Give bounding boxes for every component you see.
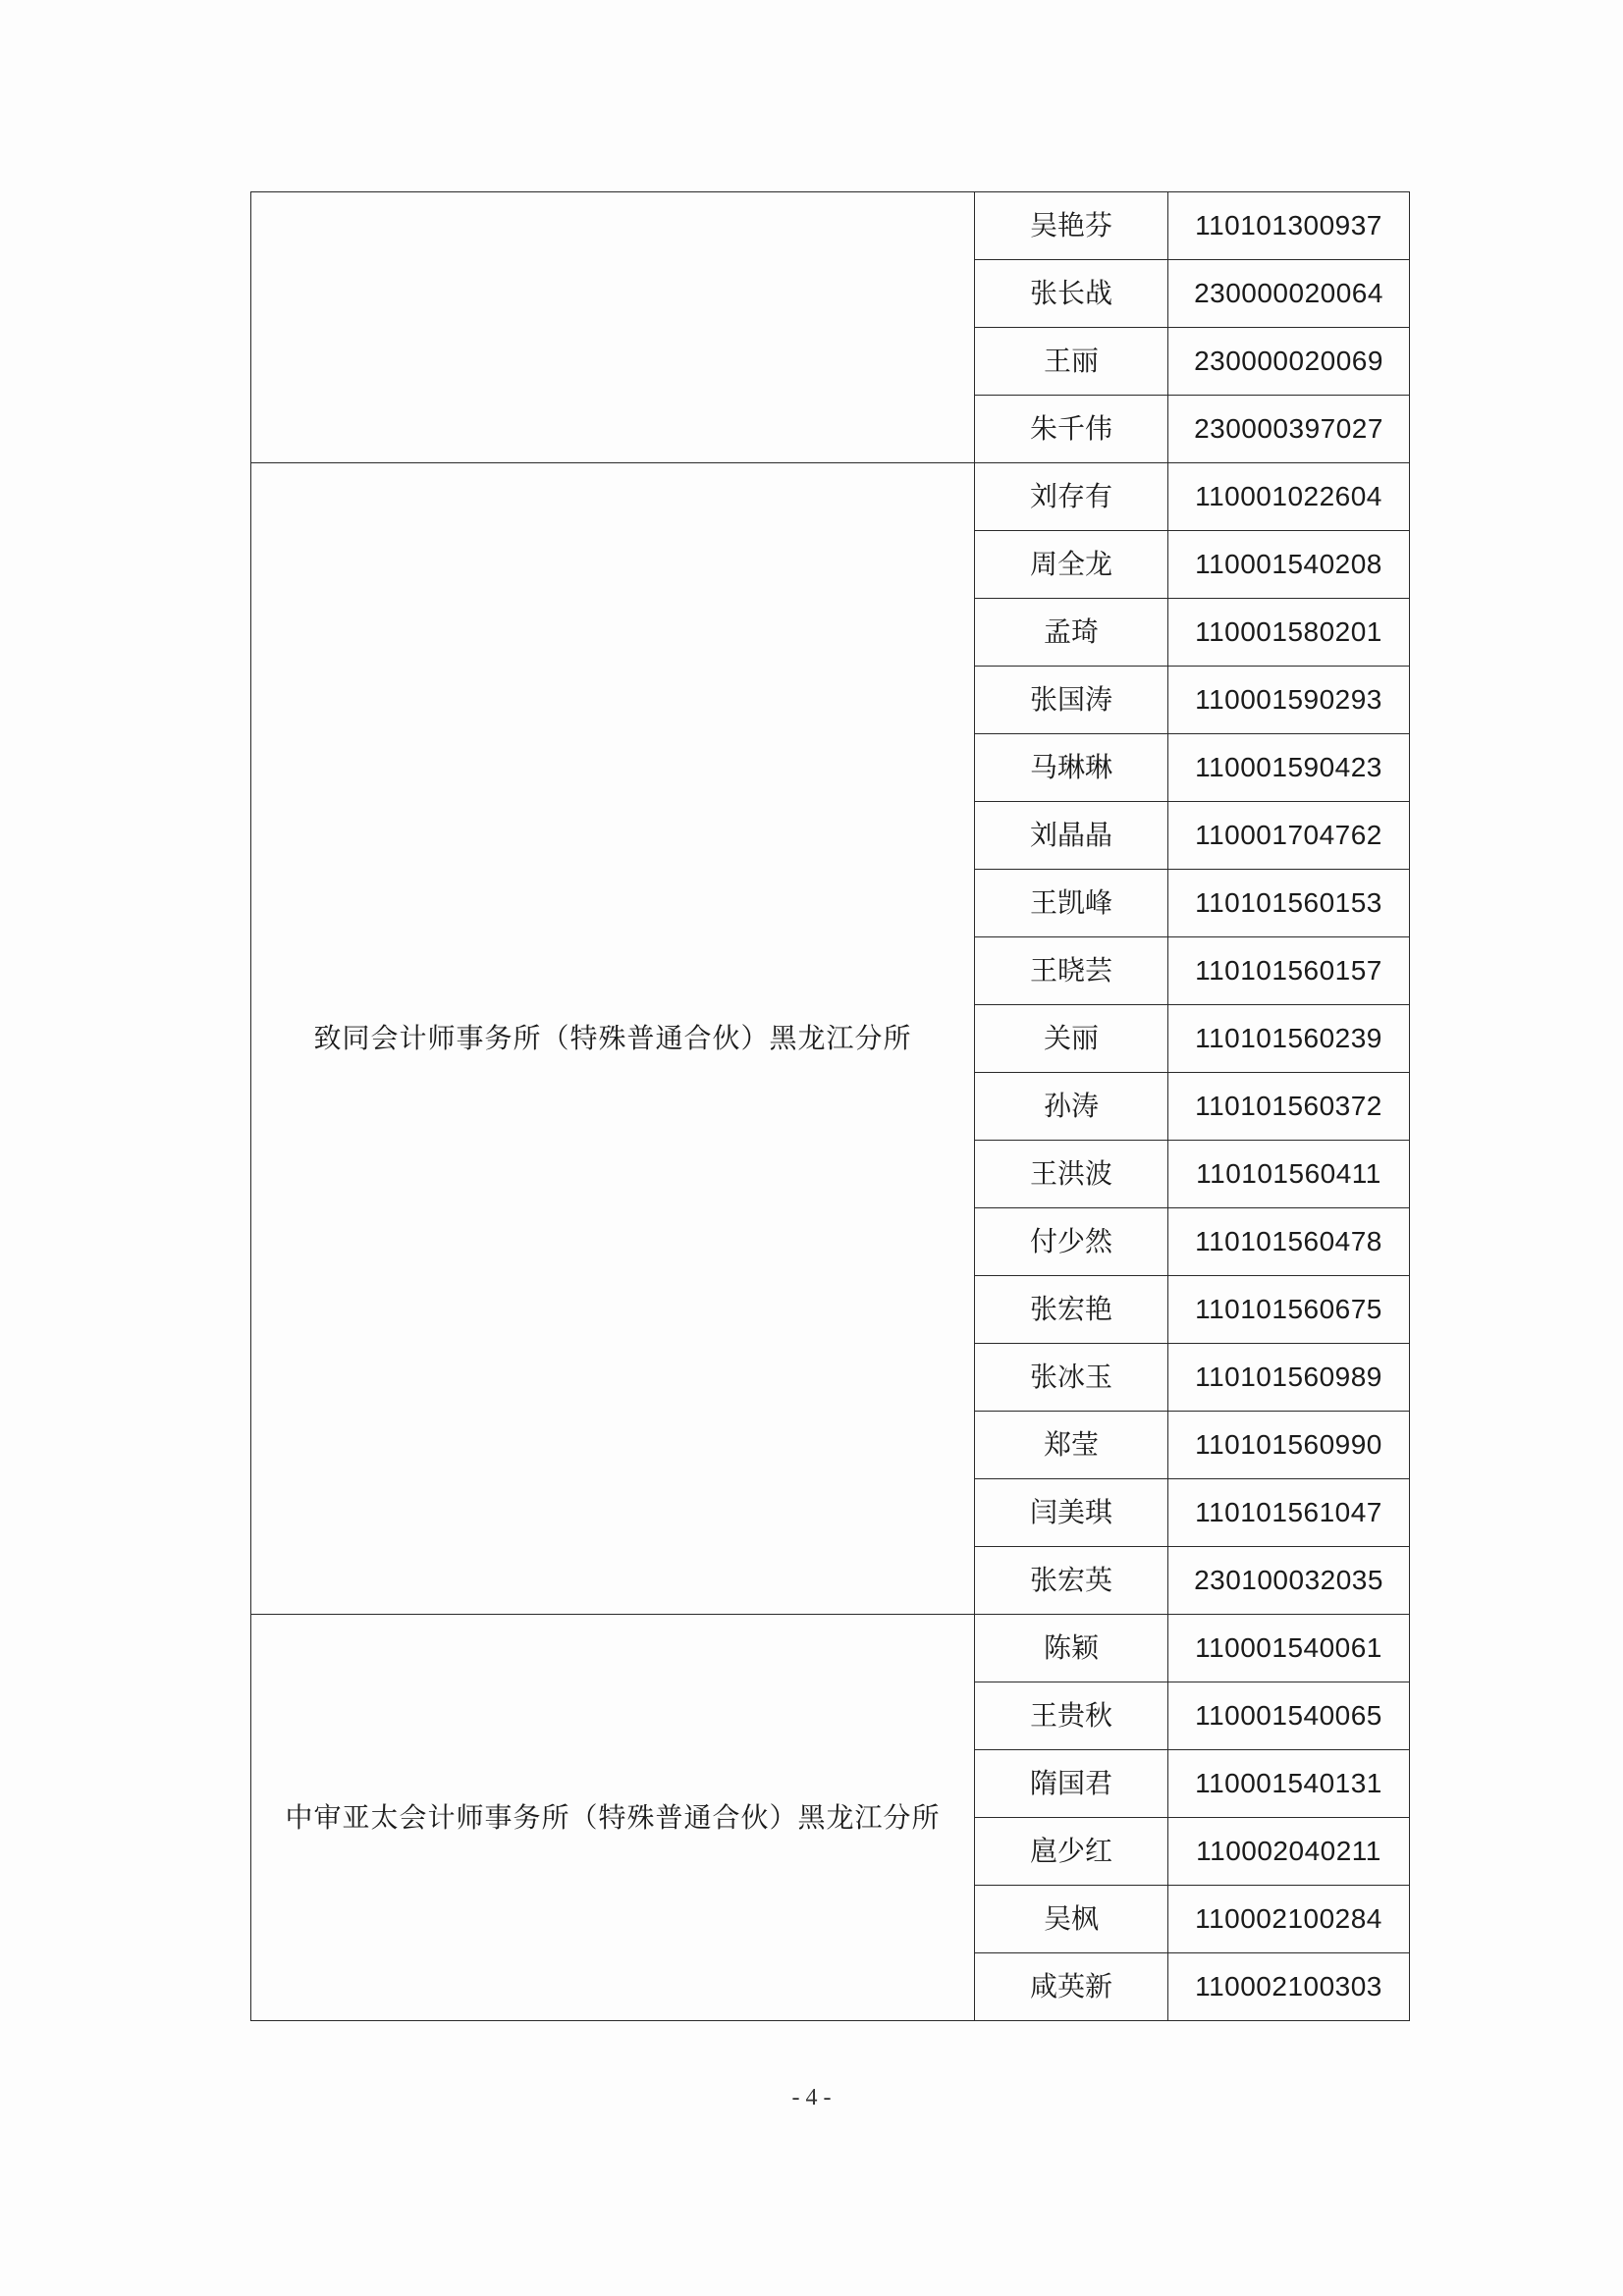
certificate-number-cell: 110101300937: [1168, 192, 1410, 260]
firm-name-cell: 中审亚太会计师事务所（特殊普通合伙）黑龙江分所: [251, 1615, 975, 2021]
accountant-name-cell: 刘存有: [975, 463, 1168, 531]
accountant-name-cell: 孙涛: [975, 1073, 1168, 1141]
accountant-name-cell: 隋国君: [975, 1750, 1168, 1818]
accountant-name-cell: 张冰玉: [975, 1344, 1168, 1412]
certificate-number-cell: 110001580201: [1168, 599, 1410, 667]
accountant-name-cell: 张宏英: [975, 1547, 1168, 1615]
accountant-name-cell: 周全龙: [975, 531, 1168, 599]
accountant-name-cell: 吴艳芬: [975, 192, 1168, 260]
certificate-number-cell: 110001022604: [1168, 463, 1410, 531]
certificate-number-cell: 110001590423: [1168, 734, 1410, 802]
certificate-number-cell: 110101560990: [1168, 1412, 1410, 1479]
certificate-number-cell: 110001540061: [1168, 1615, 1410, 1682]
accountant-name-cell: 王丽: [975, 328, 1168, 396]
accountant-name-cell: 郑莹: [975, 1412, 1168, 1479]
certificate-number-cell: 230000020064: [1168, 260, 1410, 328]
certificate-number-cell: 110001590293: [1168, 667, 1410, 734]
certificate-number-cell: 110101560675: [1168, 1276, 1410, 1344]
accountant-name-cell: 刘晶晶: [975, 802, 1168, 870]
certificate-number-cell: 110101560157: [1168, 937, 1410, 1005]
table-row: [251, 1615, 1410, 1682]
accountant-name-cell: 马琳琳: [975, 734, 1168, 802]
accountant-name-cell: 陈颖: [975, 1615, 1168, 1682]
accountant-name-cell: 朱千伟: [975, 396, 1168, 463]
accountant-name-cell: 扈少红: [975, 1818, 1168, 1886]
certificate-number-cell: 110001540208: [1168, 531, 1410, 599]
certificate-number-cell: 110001540065: [1168, 1682, 1410, 1750]
certificate-number-cell: 110101560989: [1168, 1344, 1410, 1412]
certificate-number-cell: 230100032035: [1168, 1547, 1410, 1615]
certificate-number-cell: 110101560153: [1168, 870, 1410, 937]
page-number: - 4 -: [791, 2085, 832, 2110]
firm-name-cell: [251, 192, 975, 463]
certificate-number-cell: 110101560372: [1168, 1073, 1410, 1141]
certificate-number-cell: 110002100303: [1168, 1953, 1410, 2021]
table-row: [251, 463, 1410, 531]
certificate-number-cell: 110101560478: [1168, 1208, 1410, 1276]
certificate-number-cell: 110101560411: [1168, 1141, 1410, 1208]
accountant-name-cell: 王贵秋: [975, 1682, 1168, 1750]
accountant-name-cell: 孟琦: [975, 599, 1168, 667]
certificate-number-cell: 230000397027: [1168, 396, 1410, 463]
accountant-name-cell: 关丽: [975, 1005, 1168, 1073]
certificate-number-cell: 110101561047: [1168, 1479, 1410, 1547]
roster-body: [251, 192, 1410, 2021]
accountant-name-cell: 王晓芸: [975, 937, 1168, 1005]
certificate-number-cell: 110001540131: [1168, 1750, 1410, 1818]
accountant-name-cell: 张国涛: [975, 667, 1168, 734]
accountant-name-cell: 王凯峰: [975, 870, 1168, 937]
certificate-number-cell: 110101560239: [1168, 1005, 1410, 1073]
accountant-name-cell: 张长战: [975, 260, 1168, 328]
accountant-name-cell: 吴枫: [975, 1886, 1168, 1953]
table-row: [251, 192, 1410, 260]
accountant-name-cell: 张宏艳: [975, 1276, 1168, 1344]
certificate-number-cell: 230000020069: [1168, 328, 1410, 396]
accountant-name-cell: 闫美琪: [975, 1479, 1168, 1547]
firm-name-cell: 致同会计师事务所（特殊普通合伙）黑龙江分所: [251, 463, 975, 1615]
accountant-name-cell: 咸英新: [975, 1953, 1168, 2021]
certificate-number-cell: 110001704762: [1168, 802, 1410, 870]
accountant-roster-table: [250, 191, 1410, 2021]
certificate-number-cell: 110002100284: [1168, 1886, 1410, 1953]
accountant-name-cell: 王洪波: [975, 1141, 1168, 1208]
accountant-name-cell: 付少然: [975, 1208, 1168, 1276]
certificate-number-cell: 110002040211: [1168, 1818, 1410, 1886]
